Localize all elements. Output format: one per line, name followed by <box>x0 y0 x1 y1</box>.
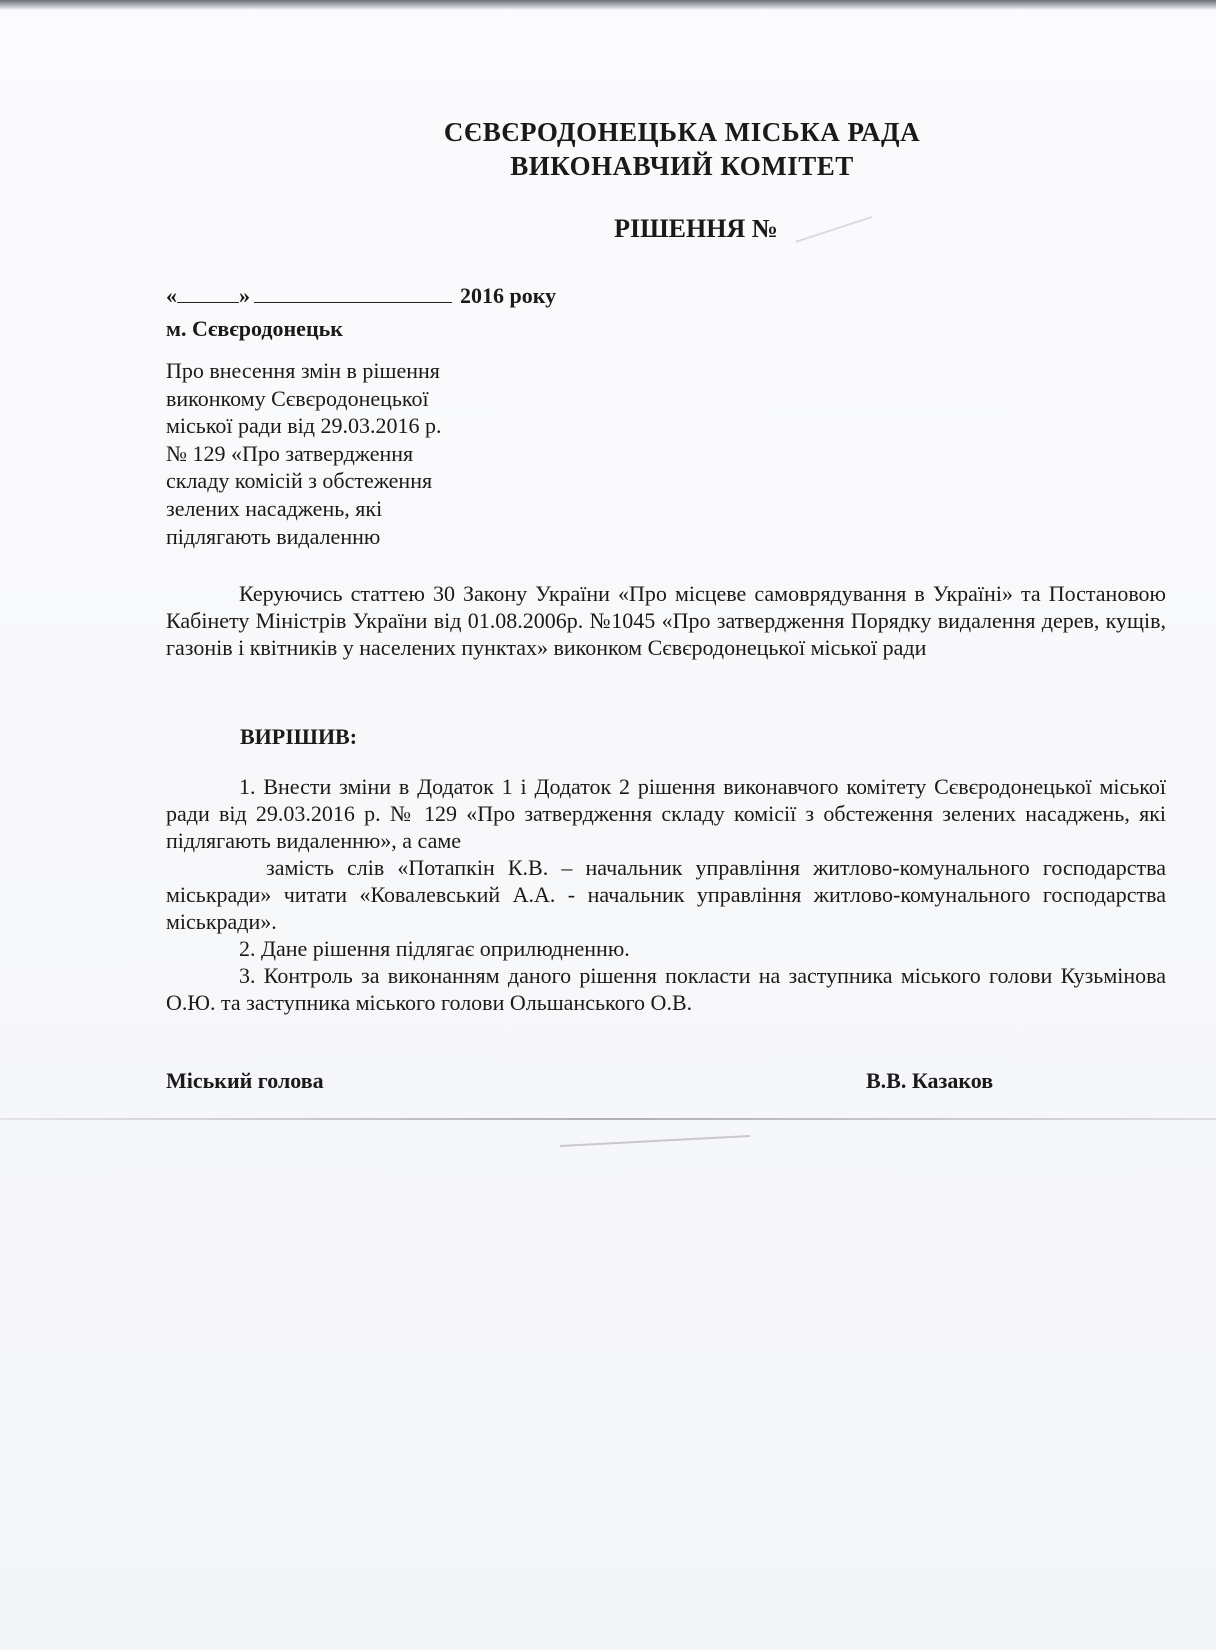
item-1-detail: замість слів «Потапкін К.В. – начальник управління житлово-комунального господарства міськради» читати «Ковалевський А.А. - начальник управління житлово-комунального господарства міськради». <box>166 855 1166 934</box>
city-name: м. Сєвєродонецьк <box>166 316 343 341</box>
resolved-heading: ВИРІШИВ: <box>240 724 358 749</box>
signature-name: В.В. Казаков <box>866 1068 994 1093</box>
committee-name: ВИКОНАВЧИЙ КОМІТЕТ <box>510 151 854 181</box>
subject-line: підлягають видаленню <box>166 523 381 549</box>
date-line <box>166 283 556 309</box>
item-1: 1. Внести зміни в Додаток 1 і Додаток 2 рішення виконавчого комітету Сєвєродонецької міської ради від 29.03.2016 р. № 129 «Про затвердження складу комісії з обстеження зелених насаджень, які підлягають видаленню», а саме <box>166 774 1166 853</box>
page-fold <box>0 1118 1216 1120</box>
subject-line: зелених насаджень, які <box>166 495 383 521</box>
signature-position: Міський голова <box>166 1068 324 1093</box>
date-open-quote: « <box>166 283 177 308</box>
preamble-text: Керуючись статтею 30 Закону України «Про місцеве самоврядування в Україні» та Постановою Кабінету Міністрів України від 01.08.2006р. №1045 «Про затвердження Порядку видалення дерев, кущів, газонів і квітників у населених пунктах» виконком Сєвєродонецької міської ради <box>166 581 1166 660</box>
subject-line: № 129 «Про затвердження <box>166 440 414 466</box>
document-header <box>0 115 1216 183</box>
scan-edge <box>0 0 1216 10</box>
month-blank <box>254 302 452 303</box>
date-close-quote: » <box>239 283 250 308</box>
item-2: 2. Дане рішення підлягає оприлюдненню. <box>239 936 630 961</box>
pen-stroke <box>560 1135 750 1147</box>
decision-items <box>166 773 1166 1016</box>
day-blank <box>177 302 239 303</box>
subject-line: Про внесення змін в рішення <box>166 358 440 383</box>
council-name: СЄВЄРОДОНЕЦЬКА МІСЬКА РАДА <box>443 117 921 147</box>
subject-line: міської ради від 29.03.2016 р. <box>166 413 442 439</box>
item-3: 3. Контроль за виконанням даного рішення покласти на заступника міського голови Кузьмінова О.Ю. та заступника міського голови Ольшанського О.В. <box>166 963 1166 1015</box>
decision-title: РІШЕННЯ № <box>614 214 778 243</box>
date-year: 2016 року <box>460 283 557 308</box>
subject-line: виконкому Сєвєродонецької <box>166 385 429 411</box>
subject-line: складу комісій з обстеження <box>166 468 433 494</box>
decision-subject <box>166 357 496 550</box>
preamble <box>166 580 1166 661</box>
